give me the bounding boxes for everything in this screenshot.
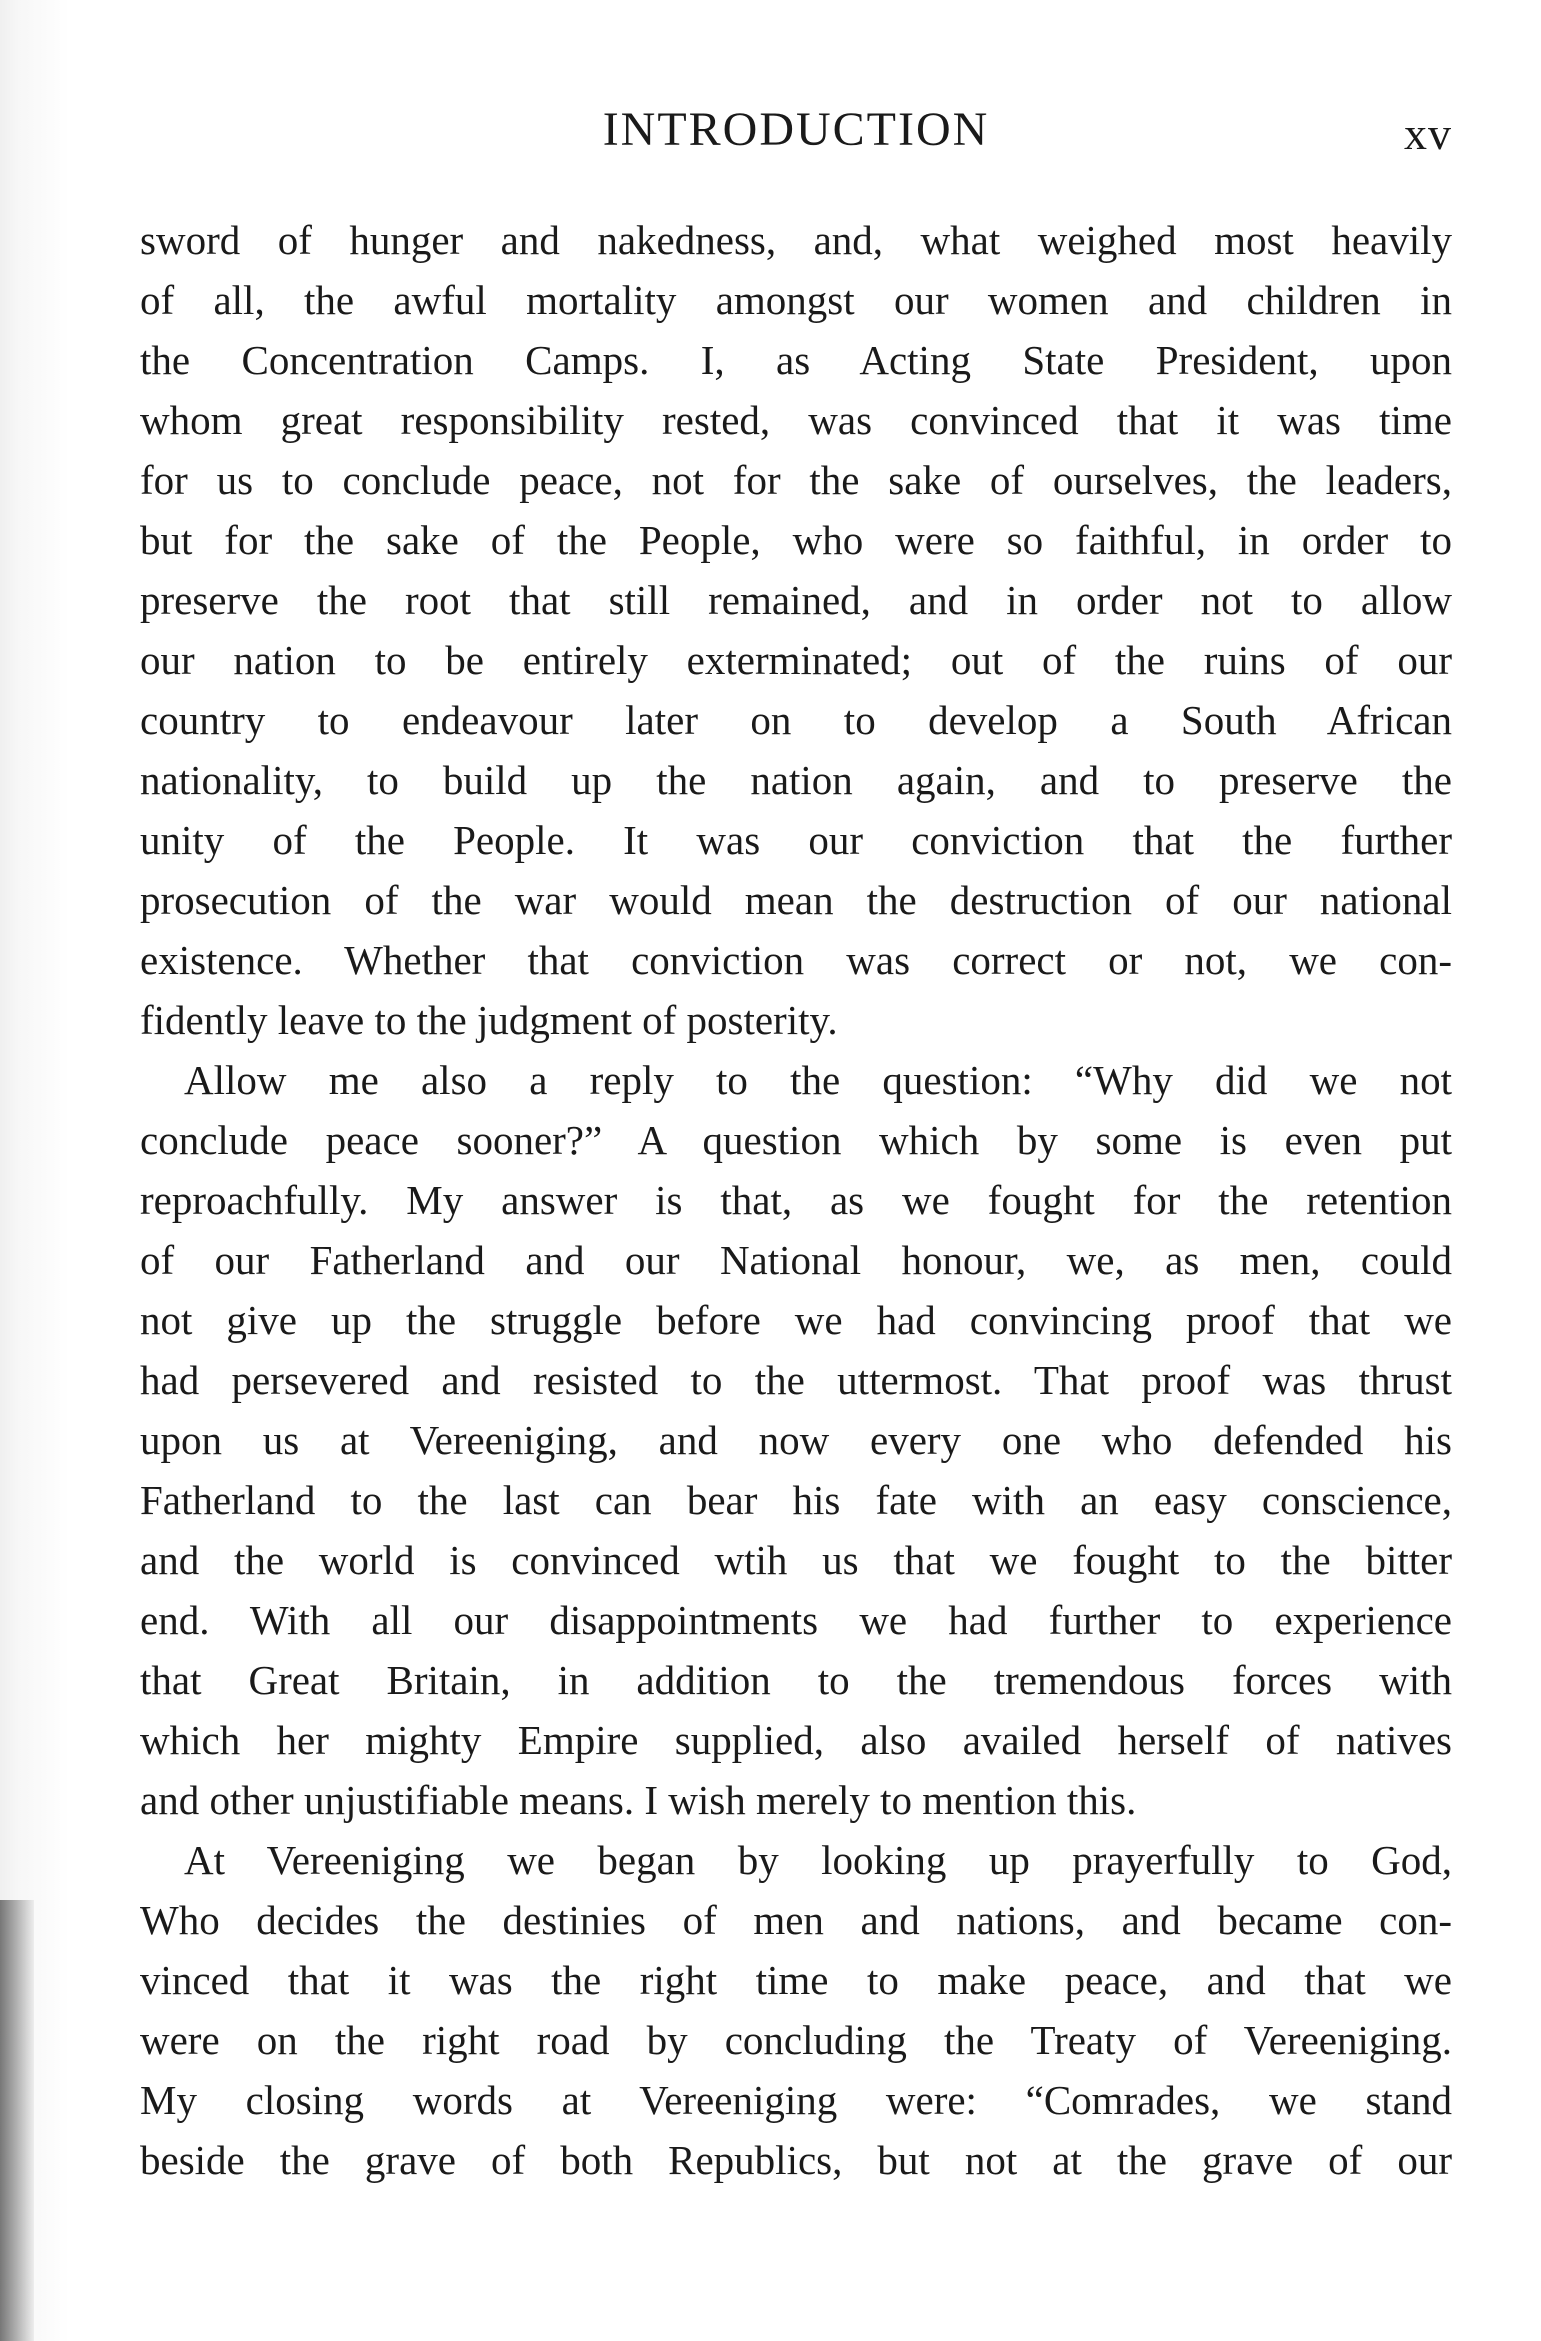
text-line: of our Fatherland and our National honour, we, as men, could	[140, 1237, 1452, 1283]
text-line: the Concentration Camps. I, as Acting State President, upon	[140, 337, 1452, 383]
text-line: fidently leave to the judgment of posterity.	[140, 997, 838, 1043]
text-line: At Vereeniging we began by looking up prayerfully to God,	[184, 1837, 1452, 1883]
text-line: of all, the awful mortality amongst our women and children in	[140, 277, 1452, 323]
text-line: and the world is convinced wtih us that we fought to the bitter	[140, 1537, 1452, 1583]
text-line: nationality, to build up the nation again, and to preserve the	[140, 757, 1452, 803]
text-line: country to endeavour later on to develop a South African	[140, 697, 1452, 743]
running-head	[140, 100, 1452, 160]
text-line: unity of the People. It was our conviction that the further	[140, 817, 1452, 863]
text-line: that Great Britain, in addition to the tremendous forces with	[140, 1657, 1452, 1703]
text-line: and other unjustifiable means. I wish merely to mention this.	[140, 1777, 1137, 1823]
text-line: not give up the struggle before we had convincing proof that we	[140, 1297, 1452, 1343]
text-line: for us to conclude peace, not for the sake of ourselves, the leaders,	[140, 457, 1452, 503]
text-line: preserve the root that still remained, and in order not to allow	[140, 577, 1452, 623]
page-number: xv	[1404, 108, 1452, 159]
text-line: beside the grave of both Republics, but not at the grave of our	[140, 2137, 1452, 2183]
text-line: which her mighty Empire supplied, also availed herself of natives	[140, 1717, 1452, 1763]
text-line: My closing words at Vereeniging were: “Comrades, we stand	[140, 2077, 1452, 2123]
text-line: vinced that it was the right time to make peace, and that we	[140, 1957, 1452, 2003]
text-line: reproachfully. My answer is that, as we fought for the retention	[140, 1177, 1452, 1223]
text-line: conclude peace sooner?” A question which by some is even put	[140, 1117, 1452, 1163]
text-line: Who decides the destinies of men and nations, and became con-	[140, 1897, 1452, 1943]
text-line: were on the right road by concluding the Treaty of Vereeniging.	[140, 2017, 1452, 2063]
text-line: our nation to be entirely exterminated; out of the ruins of our	[140, 637, 1452, 683]
running-title: INTRODUCTION	[602, 103, 990, 156]
text-line: prosecution of the war would mean the destruction of our national	[140, 877, 1452, 923]
text-line: but for the sake of the People, who were so faithful, in order to	[140, 517, 1452, 563]
text-line: whom great responsibility rested, was convinced that it was time	[140, 397, 1452, 443]
text-line: had persevered and resisted to the uttermost. That proof was thrust	[140, 1357, 1452, 1403]
text-line: end. With all our disappointments we had further to experience	[140, 1597, 1452, 1643]
text-line: Allow me also a reply to the question: “Why did we not	[184, 1057, 1452, 1103]
text-line: sword of hunger and nakedness, and, what weighed most heavily	[140, 217, 1452, 263]
body-text	[140, 210, 1452, 2190]
text-line: existence. Whether that conviction was correct or not, we con-	[140, 937, 1452, 983]
text-line: Fatherland to the last can bear his fate with an easy conscience,	[140, 1477, 1452, 1523]
text-line: upon us at Vereeniging, and now every one who defended his	[140, 1417, 1452, 1463]
binding-edge-shadow	[0, 0, 70, 2341]
